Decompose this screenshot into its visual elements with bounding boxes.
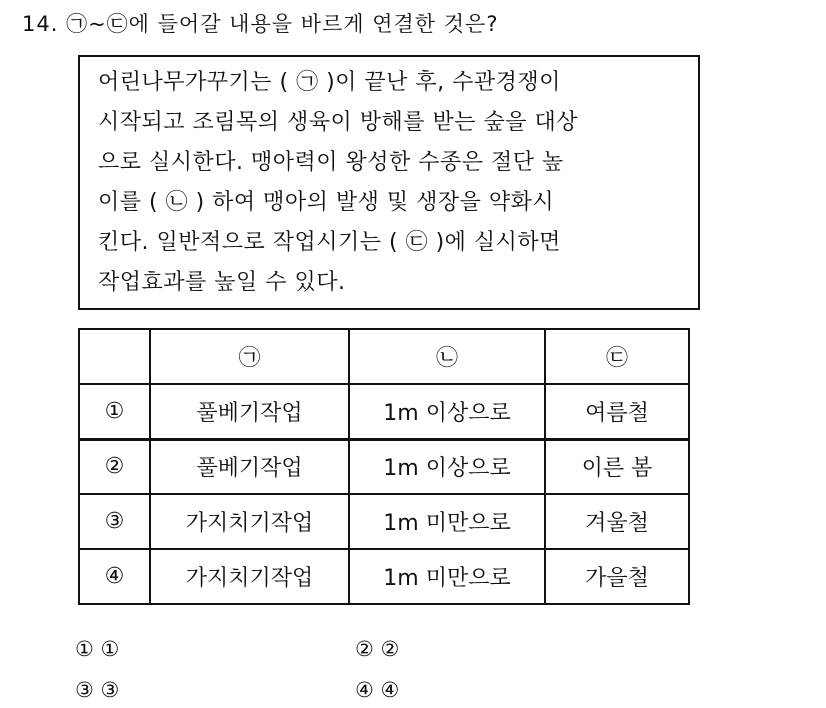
table-cell: 1m 이상으로: [349, 384, 545, 439]
table-cell: 가을철: [545, 549, 689, 604]
header-cell: [79, 329, 150, 384]
passage-line: 작업효과를 높일 수 있다.: [98, 270, 346, 295]
passage-line: 이를 ( ㉡ ) 하여 맹아의 발생 및 생장을 약화시: [98, 190, 555, 215]
header-cell: ㉠: [150, 329, 349, 384]
table-cell: 가지치기작업: [150, 494, 349, 549]
choice-option-4[interactable]: ④ ④: [355, 678, 400, 702]
choice-option-1[interactable]: ① ①: [75, 637, 120, 661]
table-cell: 1m 미만으로: [349, 549, 545, 604]
table-row: [79, 549, 689, 604]
table-row: [79, 494, 689, 549]
table-cell: 겨울철: [545, 494, 689, 549]
table-row: [79, 439, 689, 494]
table-cell: 1m 이상으로: [349, 439, 545, 494]
passage-line: 킨다. 일반적으로 작업시기는 ( ㉢ )에 실시하면: [98, 230, 561, 255]
table-cell: 가지치기작업: [150, 549, 349, 604]
table-cell: ①: [79, 384, 150, 439]
choice-option-3[interactable]: ③ ③: [75, 678, 120, 702]
passage-box: [78, 55, 700, 310]
table-cell: 풀베기작업: [150, 384, 349, 439]
question-title: 14. ㉠~㉢에 들어갈 내용을 바르게 연결한 것은?: [22, 12, 499, 36]
passage-line: 으로 실시한다. 맹아력이 왕성한 수종은 절단 높: [98, 150, 564, 175]
table-cell: 1m 미만으로: [349, 494, 545, 549]
table-row: [79, 384, 689, 439]
table-cell: ④: [79, 549, 150, 604]
table-cell: 풀베기작업: [150, 439, 349, 494]
answer-table: [78, 328, 690, 605]
table-cell: 이른 봄: [545, 439, 689, 494]
choice-option-2[interactable]: ② ②: [355, 637, 400, 661]
passage-line: 시작되고 조림목의 생육이 방해를 받는 숲을 대상: [98, 110, 579, 135]
header-cell: ㉢: [545, 329, 689, 384]
header-cell: ㉡: [349, 329, 545, 384]
passage-line: 어린나무가꾸기는 ( ㉠ )이 끝난 후, 수관경쟁이: [98, 70, 561, 95]
table-header-row: [79, 329, 689, 384]
table-cell: ③: [79, 494, 150, 549]
table-cell: 여름철: [545, 384, 689, 439]
table-cell: ②: [79, 439, 150, 494]
